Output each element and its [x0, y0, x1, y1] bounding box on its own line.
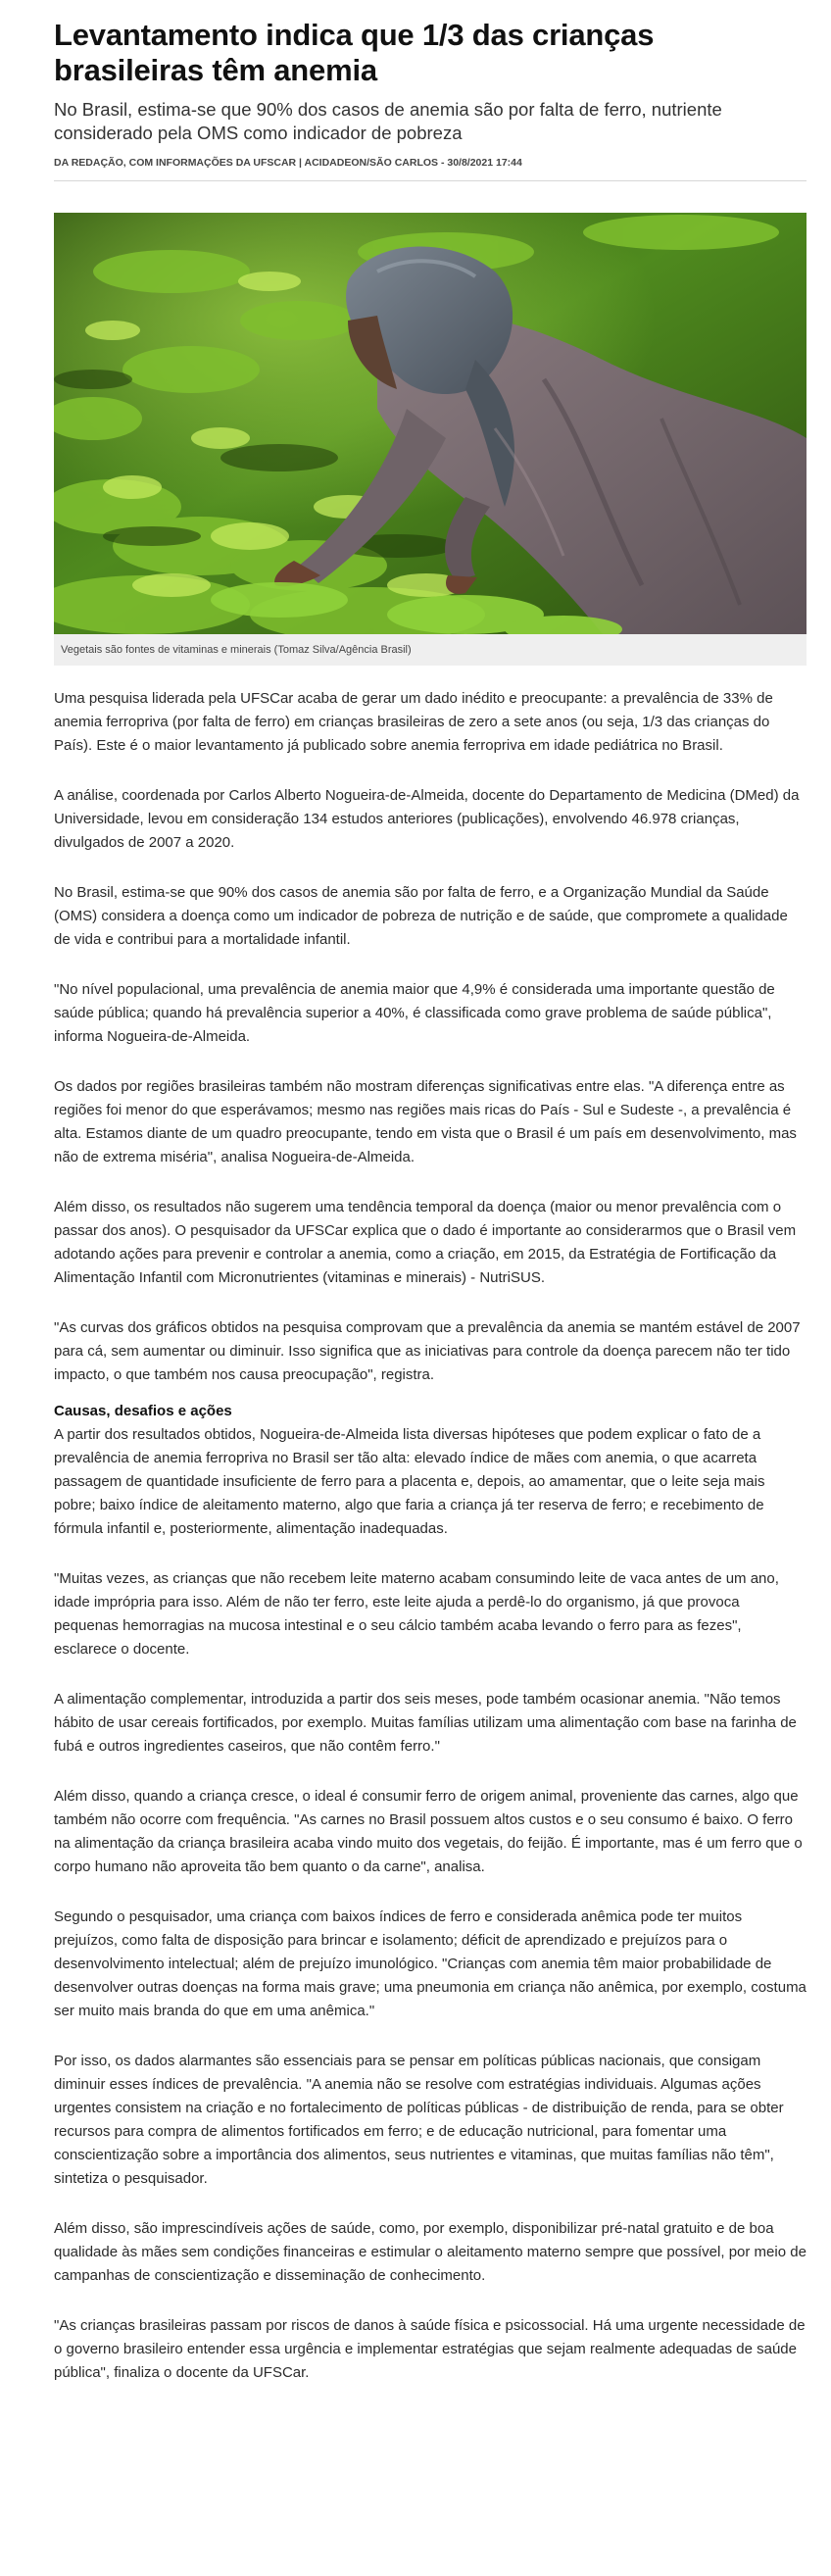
divider: [54, 180, 807, 181]
photo-woman-in-vegetable-garden: [54, 213, 807, 634]
article: [54, 0, 807, 2385]
article-body: [54, 687, 807, 2385]
article-figure: [54, 213, 807, 666]
paragraph: Os dados por regiões brasileiras também não mostram diferenças significativas entre elas. "A diferença entre as regiões foi menor do que esperávamos; mesmo nas regiões mais ricas do País - Sul e Sudeste -, a prevalência é alta. Estamos diante de um quadro preocupante, tendo em vista que o Brasil é um país em desenvolvimento, mas não de extrema miséria", analisa Nogueira-de-Almeida.: [54, 1078, 797, 1165]
section-heading: Causas, desafios e ações: [54, 1403, 232, 1419]
paragraph: A partir dos resultados obtidos, Nogueira-de-Almeida lista diversas hipóteses que podem explicar o fato de a prevalência de anemia ferropriva no Brasil ser tão alta: elevado índice de mães com anemia, o que acarreta passagem de quantidade insuficiente de ferro para a placenta e, depois, ao amamentar, que o leite seja mais pobre; baixo índice de aleitamento materno, algo que faria a criança já ter reserva de ferro; e recebimento de fórmula infantil e, posteriormente, alimentação inadequadas.: [54, 1426, 765, 1537]
paragraph: "As curvas dos gráficos obtidos na pesquisa comprovam que a prevalência da anemia se mantém estável de 2007 para cá, sem aumentar ou diminuir. Isso significa que as iniciativas para controle da doença parecem não ter tido impacto, o que também nos causa preocupação", registra.: [54, 1319, 801, 1383]
headline: Levantamento indica que 1/3 das crianças brasileiras têm anemia: [54, 18, 655, 87]
paragraph: Além disso, são imprescindíveis ações de saúde, como, por exemplo, disponibilizar pré-natal gratuito e de boa qualidade às mães sem condições financeiras e estimular o aleitamento materno sempre que possível, por meio de campanhas de conscientização e disseminação de conhecimento.: [54, 2220, 807, 2284]
paragraph: A análise, coordenada por Carlos Alberto Nogueira-de-Almeida, docente do Departamento de Medicina (DMed) da Universidade, levou em consideração 134 estudos anteriores (publicações), envolvendo 46.978 crianças, divulgados de 2007 a 2020.: [54, 787, 800, 851]
paragraph: Segundo o pesquisador, uma criança com baixos índices de ferro e considerada anêmica pode ter muitos prejuízos, como falta de disposição para brincar e isolamento; déficit de aprendizado e prejuízos para o desenvolvimento intelectual; além de prejuízo imunológico. "Crianças com anemia têm maior probabilidade de desenvolver outras doenças na forma mais grave; uma pneumonia em criança não anêmica, por exemplo, costuma ser muito mais branda do que em uma anêmica.": [54, 1908, 807, 2019]
subtitle: No Brasil, estima-se que 90% dos casos de anemia são por falta de ferro, nutriente considerado pela OMS como indicador de pobreza: [54, 99, 722, 143]
paragraph: "As crianças brasileiras passam por riscos de danos à saúde física e psicossocial. Há uma urgente necessidade de o governo brasileiro entender essa urgência e implementar estratégias que sejam realmente adequadas de saúde pública", finaliza o docente da UFSCar.: [54, 2317, 806, 2381]
paragraph: No Brasil, estima-se que 90% dos casos de anemia são por falta de ferro, e a Organização Mundial da Saúde (OMS) considera a doença como um indicador de pobreza de nutrição e de saúde, que compromete a qualidade de vida e contribui para a mortalidade infantil.: [54, 884, 788, 948]
paragraph: A alimentação complementar, introduzida a partir dos seis meses, pode também ocasionar anemia. "Não temos hábito de usar cereais fortificados, por exemplo. Muitas famílias utilizam uma alimentação com base na farinha de fubá e outros ingredientes caseiros, que não contêm ferro.": [54, 1691, 797, 1755]
paragraph: Uma pesquisa liderada pela UFSCar acaba de gerar um dado inédito e preocupante: a prevalência de 33% de anemia ferropriva (por falta de ferro) em crianças brasileiras de zero a sete anos (ou seja, 1/3 das crianças do País). Este é o maior levantamento já publicado sobre anemia ferropriva em idade pediátrica no Brasil.: [54, 690, 773, 754]
paragraph: "Muitas vezes, as crianças que não recebem leite materno acabam consumindo leite de vaca antes de um ano, idade imprópria para isso. Além de não ter ferro, este leite ajuda a perdê-lo do organismo, já que provoca pequenas hemorragias na mucosa intestinal e o seu cálcio também acaba levando o ferro para as fezes", esclarece o docente.: [54, 1570, 779, 1658]
paragraph: Por isso, os dados alarmantes são essenciais para se pensar em políticas públicas nacionais, que consigam diminuir esses índices de prevalência. "A anemia não se resolve com estratégias individuais. Algumas ações urgentes consistem na criação e no fortalecimento de políticas públicas - de distribuição de renda, para se obter recursos para compra de alimentos fortificados em ferro; e de educação nutricional, para fomentar uma conscientização sobre a importância dos alimentos, seus nutrientes e vitaminas, que muitas famílias não têm", sintetiza o pesquisador.: [54, 2053, 784, 2187]
paragraph: Além disso, os resultados não sugerem uma tendência temporal da doença (maior ou menor prevalência com o passar dos anos). O pesquisador da UFSCar explica que o dado é importante ao considerarmos que o Brasil vem adotando ações para prevenir e controlar a anemia, como a criação, em 2015, da Estratégia de Fortificação da Alimentação Infantil com Micronutrientes (vitaminas e minerais) - NutriSUS.: [54, 1199, 797, 1286]
article-photo[interactable]: [54, 213, 807, 634]
paragraph: "No nível populacional, uma prevalência de anemia maior que 4,9% é considerada uma importante questão de saúde pública; quando há prevalência superior a 40%, é classificada como grave problema de saúde pública", informa Nogueira-de-Almeida.: [54, 981, 775, 1045]
byline: DA REDAÇÃO, COM INFORMAÇÕES DA UFSCAR | ACIDADEON/SÃO CARLOS - 30/8/2021 17:44: [54, 157, 522, 169]
image-caption: Vegetais são fontes de vitaminas e minerais (Tomaz Silva/Agência Brasil): [54, 634, 807, 666]
paragraph: Além disso, quando a criança cresce, o ideal é consumir ferro de origem animal, proveniente das carnes, algo que também não ocorre com frequência. "As carnes no Brasil possuem altos custos e o seu consumo é baixo. O ferro na alimentação da criança brasileira acaba vindo muito dos vegetais, do feijão. É importante, mas é um ferro que o corpo humano não aproveita tão bem quanto o da carne", analisa.: [54, 1788, 803, 1875]
